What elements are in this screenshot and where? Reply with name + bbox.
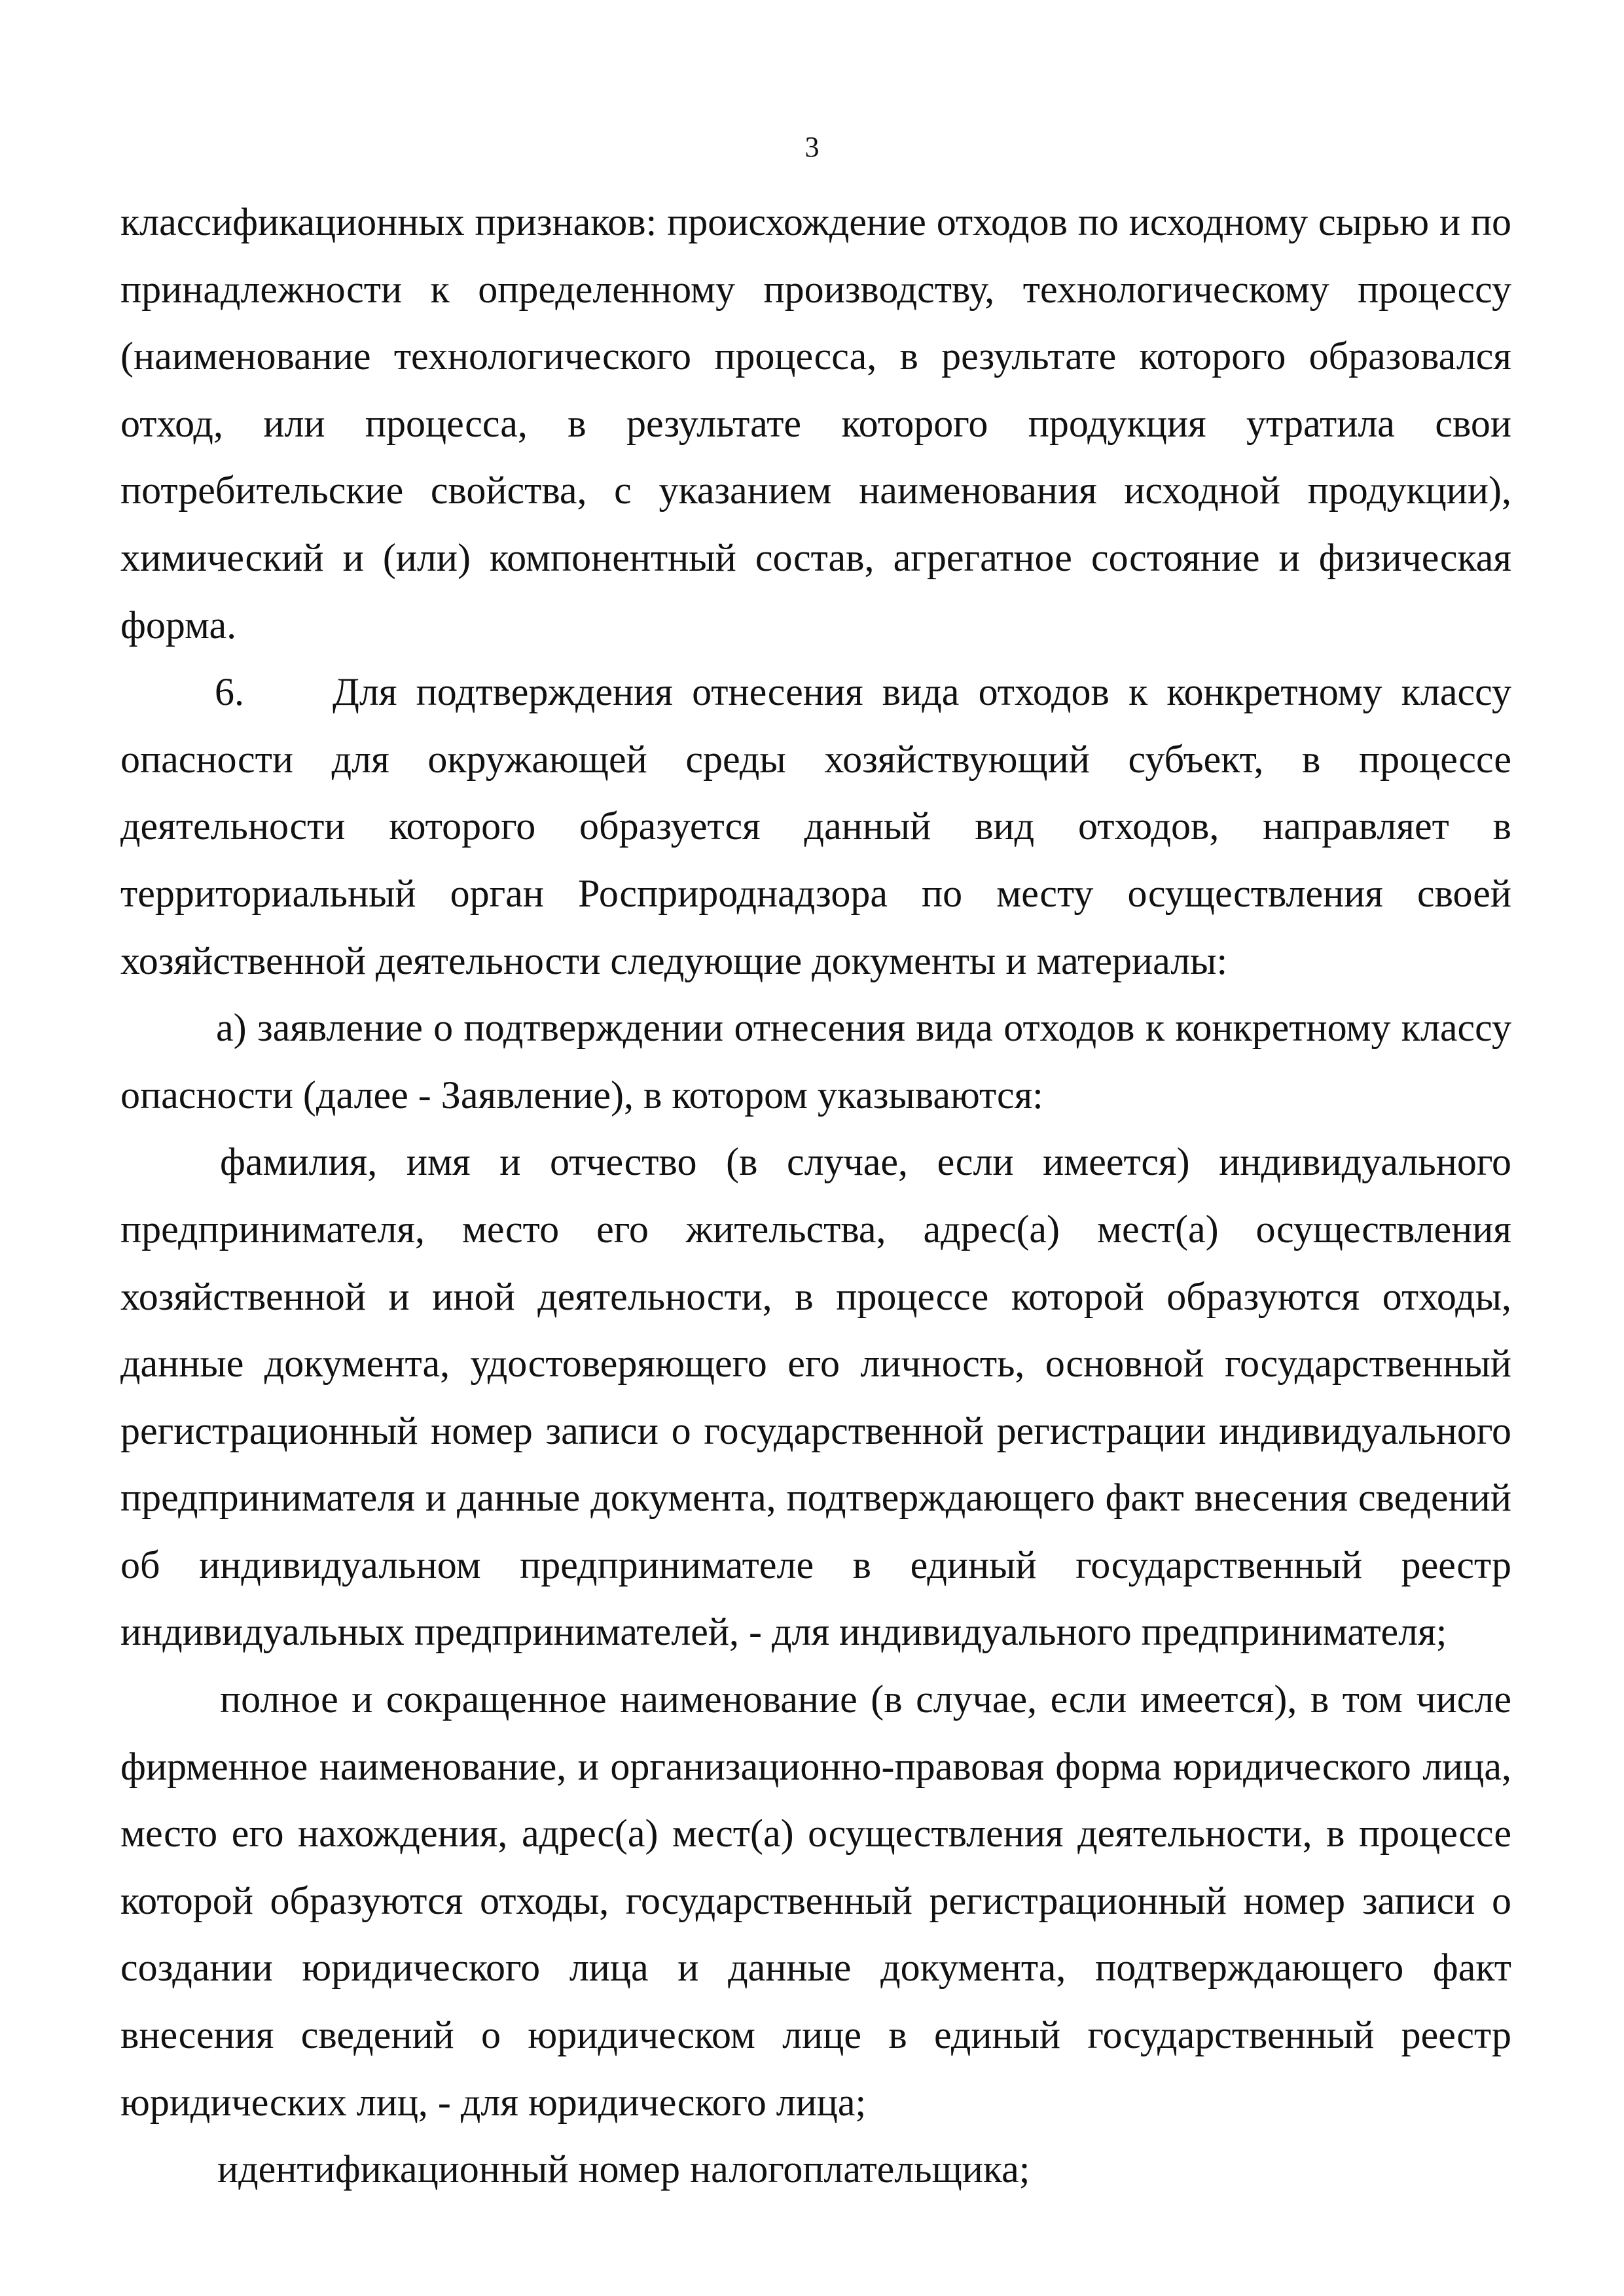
paragraph-individual-entrepreneur: фамилия, имя и отчество (в случае, если имеется) индивидуального предпринимателя, место его жительства, адрес(а) мест(а) осуществления хозяйственной и иной деятельности, в процессе которой образуются отходы, данные документа, удостоверяющего его личность, основной государственный регистрационный номер записи о государственной регистрации индивидуального предпринимателя и данные документа, подтверждающего факт внесения сведений об индивидуальном предпринимателе в единый государственный реестр индивидуальных предпринимателей, - для индивидуального предпринимателя; [120,1140,1511,1654]
paragraph-classification-features: классификационных признаков: происхождение отходов по исходному сырью и по принадлежности к определенному производству, технологическому процессу (наименование технологического процесса, в результате которого образовался отход, или процесса, в результате которого продукция утратила свои потребительские свойства, с указанием наименования исходной продукции), химический и (или) компонентный состав, агрегатное состояние и физическая форма. [120,200,1511,647]
paragraph-item-6-text: Для подтверждения отнесения вида отходов к конкретному классу опасности для окружающей среды хозяйствующий субъект, в процессе деятельности которого образуется данный вид отходов, направляет в территориальный орган Росприроднадзора по месту осуществления своей хозяйственной деятельности следующие документы и материалы: [120,670,1511,982]
paragraph-item-6 [120,658,1511,994]
paragraph-legal-entity: полное и сокращенное наименование (в случае, если имеется), в том числе фирменное наименование, и организационно-правовая форма юридического лица, место его нахождения, адрес(а) мест(а) осуществления деятельности, в процессе которой образуются отходы, государственный регистрационный номер записи о создании юридического лица и данные документа, подтверждающего факт внесения сведений о юридическом лице в единый государственный реестр юридических лиц, - для юридического лица; [120,1677,1511,2124]
page-number: 3 [804,131,820,163]
paragraph-subitem-a: а) заявление о подтверждении отнесения вида отходов к конкретному классу опасности (далее - Заявление), в котором указываются: [120,1006,1511,1117]
paragraph-taxpayer-id: идентификационный номер налогоплательщика; [217,2147,1030,2191]
document-body [120,188,1511,2203]
item-number: 6. [215,670,244,714]
